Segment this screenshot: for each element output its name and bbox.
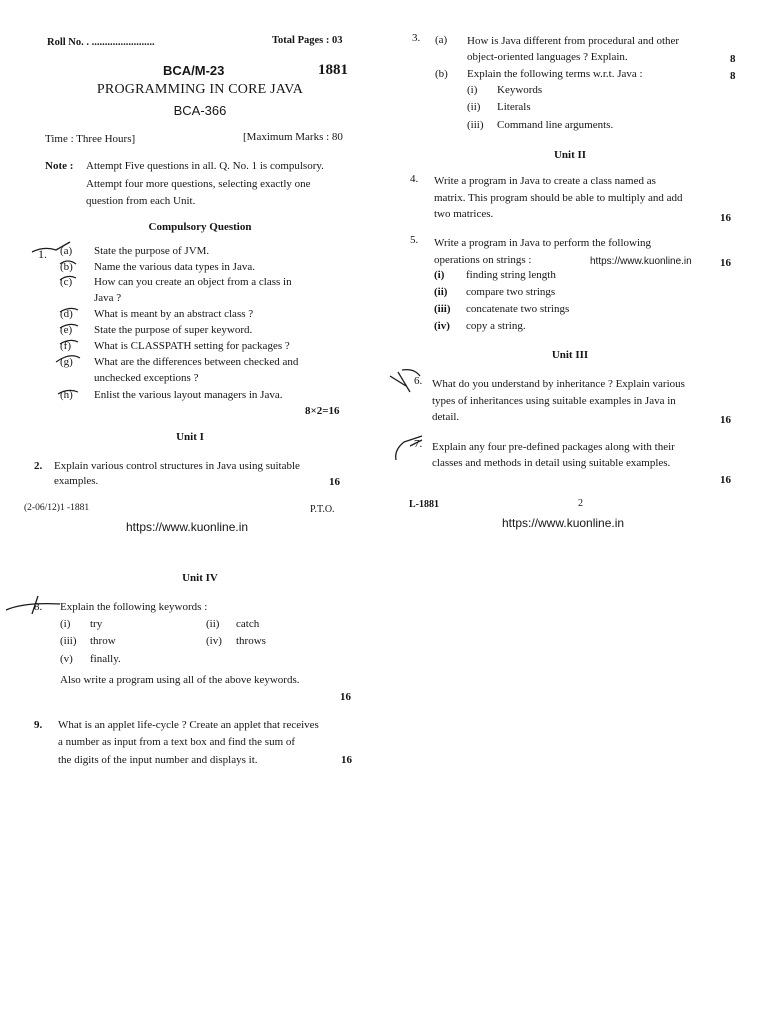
question-8-items-col2 [206,617,346,651]
question-6-marks: 16 [720,414,731,426]
left-page [0,0,384,540]
question-8-extra: Also write a program using all of the above keywords. [60,674,300,686]
note-line-3: question from each Unit. [86,195,196,207]
q1-part-text: Enlist the various layout managers in Java. [94,389,283,401]
question-4-marks: 16 [720,212,731,224]
q5-item-label: (ii) [434,286,448,298]
q3b-item-text: Command line arguments. [497,119,614,131]
question-9-line-3: the digits of the input number and displays it. [58,754,258,766]
question-3b-text: Explain the following terms w.r.t. Java : [467,68,643,80]
question-7-line-2: classes and methods in detail using suitable examples. [432,457,671,469]
q1-part-text: State the purpose of JVM. [94,245,210,257]
q5-item-text: compare two strings [466,286,556,298]
question-1-marks: 8×2=16 [305,405,340,417]
question-4-number: 4. [410,173,419,185]
question-2-line-1: Explain various control structures in Java using suitable [54,460,300,472]
q1-part-text: What is CLASSPATH setting for packages ? [94,340,290,352]
question-6-line-1: What do you understand by inheritance ? Explain various [432,378,685,390]
right-footer-page: 2 [578,498,583,509]
right-footer-code: L-1881 [409,499,439,510]
question-6-line-3: detail. [432,411,460,423]
left-footer-url: https://www.kuonline.in [126,520,249,534]
q5-item-text: copy a string. [466,320,526,332]
q8-item-label: (i) [60,618,71,630]
question-3a-marks: 8 [730,53,736,65]
unit-4-heading: Unit IV [182,572,218,584]
question-2-line-2: examples. [54,475,99,487]
q1-part-text: Name the various data types in Java. [94,261,255,273]
question-3a-line-1: How is Java different from procedural and other [467,35,680,47]
question-8-number: 8. [34,601,43,613]
total-pages: Total Pages : 03 [272,35,343,46]
question-8-items-col1 [60,617,200,669]
q8-item-text: throw [90,635,116,647]
q1-part-label: (f) [60,340,71,352]
handwritten-tick-marks [30,238,100,408]
question-5-marks: 16 [720,257,731,269]
q1-part-label: (e) [60,324,73,336]
question-9-line-2: a number as input from a text box and find the sum of [58,736,296,748]
question-7-marks: 16 [720,474,731,486]
q1-part-label: (c) [60,276,73,288]
q5-item-text: concatenate two strings [466,303,570,315]
q3b-item-text: Keywords [497,84,543,96]
question-5-line-2: operations on strings : [434,254,532,266]
q3b-item-label: (iii) [467,119,484,131]
subject-title: PROGRAMMING IN CORE JAVA [96,82,304,97]
question-6-line-2: types of inheritances using suitable examples in Java in [432,395,676,407]
question-4-line-1: Write a program in Java to create a class named as [434,175,656,187]
question-5-items [434,268,684,336]
right-footer-url: https://www.kuonline.in [502,516,625,530]
question-2-number: 2. [34,460,43,472]
question-9-number: 9. [34,719,43,731]
q1-part-text: What is meant by an abstract class ? [94,308,254,320]
question-3a-line-2: object-oriented languages ? Explain. [467,51,628,63]
q1-part-text: unchecked exceptions ? [94,372,199,384]
left-footer-code: (2-06/12)1 -1881 [24,503,90,513]
q3b-item-label: (i) [467,84,478,96]
q5-item-label: (iii) [434,303,451,315]
question-3b-label: (b) [435,68,448,80]
q1-part-label: (a) [60,245,73,257]
compulsory-heading: Compulsory Question [148,221,252,233]
question-1-number: 1. [38,247,47,261]
paper-number: 1881 [318,62,348,78]
question-8-text: Explain the following keywords : [60,601,208,613]
course-code: BCA-366 [173,103,227,118]
time-label: Time : Three Hours] [45,133,136,145]
third-page [0,560,384,780]
q5-item-label: (i) [434,269,445,281]
left-footer-pto: P.T.O. [310,504,335,515]
unit-1-heading: Unit I [176,431,204,443]
q1-part-text: Java ? [94,292,122,304]
q1-part-label: (h) [60,389,73,401]
q1-part-label: (b) [60,261,73,273]
question-9-marks: 16 [341,754,352,766]
q8-item-text: try [90,618,103,630]
question-7-line-1: Explain any four pre-defined packages along with their [432,441,675,453]
question-3b-items [467,83,667,135]
q8-item-text: catch [236,618,260,630]
right-page [400,0,768,540]
unit-3-heading: Unit III [551,349,589,361]
q3b-item-text: Literals [497,101,531,113]
question-1-parts [60,244,345,404]
q8-item-label: (ii) [206,618,220,630]
question-3-number: 3. [412,32,421,44]
q1-part-label: (d) [60,308,73,320]
question-6-number: 6. [414,375,423,387]
question-3a-label: (a) [435,34,448,46]
handwritten-mark-q7 [392,432,432,466]
q5-item-label: (iv) [434,320,450,332]
question-7-number: 7. [414,438,423,450]
question-5-url: https://www.kuonline.in [590,256,692,267]
q8-item-text: throws [236,635,266,647]
question-4-line-3: two matrices. [434,208,494,220]
q1-part-text: What are the differences between checked and [94,356,299,368]
question-3b-marks: 8 [730,70,736,82]
question-5-number: 5. [410,234,419,246]
q8-item-label: (iii) [60,635,77,647]
q8-item-text: finally. [90,653,121,665]
note-line-1: Attempt Five questions in all. Q. No. 1 is compulsory. [86,160,324,172]
q8-item-label: (v) [60,653,73,665]
q1-part-text: State the purpose of super keyword. [94,324,253,336]
q3b-item-label: (ii) [467,101,481,113]
paper-code: BCA/M-23 [163,63,225,78]
note-label: Note : [45,160,74,172]
q5-item-text: finding string length [466,269,556,281]
question-2-marks: 16 [329,476,340,488]
q1-part-label: (g) [60,356,73,368]
question-5-line-1: Write a program in Java to perform the following [434,237,652,249]
max-marks: [Maximum Marks : 80 [243,131,343,143]
question-8-marks: 16 [340,691,351,703]
question-4-line-2: matrix. This program should be able to multiply and add [434,192,683,204]
q1-part-text: How can you create an object from a class in [94,276,292,288]
unit-2-heading: Unit II [553,149,587,161]
question-9-line-1: What is an applet life-cycle ? Create an applet that receives [58,719,319,731]
note-line-2: Attempt four more questions, selecting exactly one [86,178,311,190]
q8-item-label: (iv) [206,635,222,647]
roll-no-label: Roll No. . ........................ [47,37,155,48]
